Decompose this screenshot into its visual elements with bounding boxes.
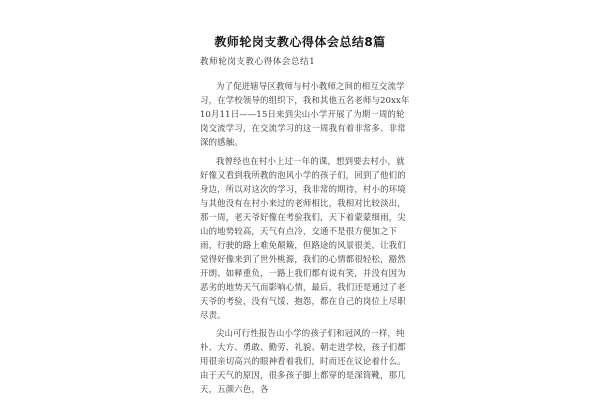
paragraph-children: 尖山可行性报告山小学的孩子们和冠风的一样，纯朴、大方、勇敢、勤劳、礼貌、朝走进学校，孩子们都用很亲切高兴的眼神看着我们，时而还在议论着什么。由于天气的原因，很多孩子脚上都穿的是深筒靴，那几天，五颜六色，各 — [200, 328, 406, 394]
paragraph-experience: 我曾经也在村小上过一年的课，想到要去村小，就好像又看到我所教的泡风小学的孩子们，回到了他们的身边，所以对这次的学习，我非常的期待，村小的环境与其他没有在村小来过的老师相比，我相对比较淡出，那一周，老天爷好像在考验我们，天下着蒙蒙细雨，尖山的地势较高，天气有点冷，交通不是很方便加之下雨，行驶的路上难免颠簸，但路途的风景很美，让我们觉得好像来到了世外桃源，我们的心情都很轻松，豁然开朗、如释重负，一路上我们都有说有笑，并没有因为恶劣的地势天气而影响心情，最后，我们还是通过了老天爷的考验，没有气馁、抱怨，都在自己的岗位上尽职尽责。 — [200, 155, 406, 320]
document-body — [200, 79, 410, 401]
paragraph-intro: 为了促进辖导区教师与村小教师之间的相互交流学习，在学校领导的组织下，我和其他五名老师与20xx年10月11日——15日来到尖山小学开展了为期一周的轮岗交流学习，在交流学习的这一周我有着非常多、非常深的感触。 — [200, 81, 410, 147]
section-heading: 教师轮岗支教心得体会总结1 — [200, 57, 316, 67]
document-title: 教师轮岗支教心得体会总结8篇 — [214, 35, 386, 49]
